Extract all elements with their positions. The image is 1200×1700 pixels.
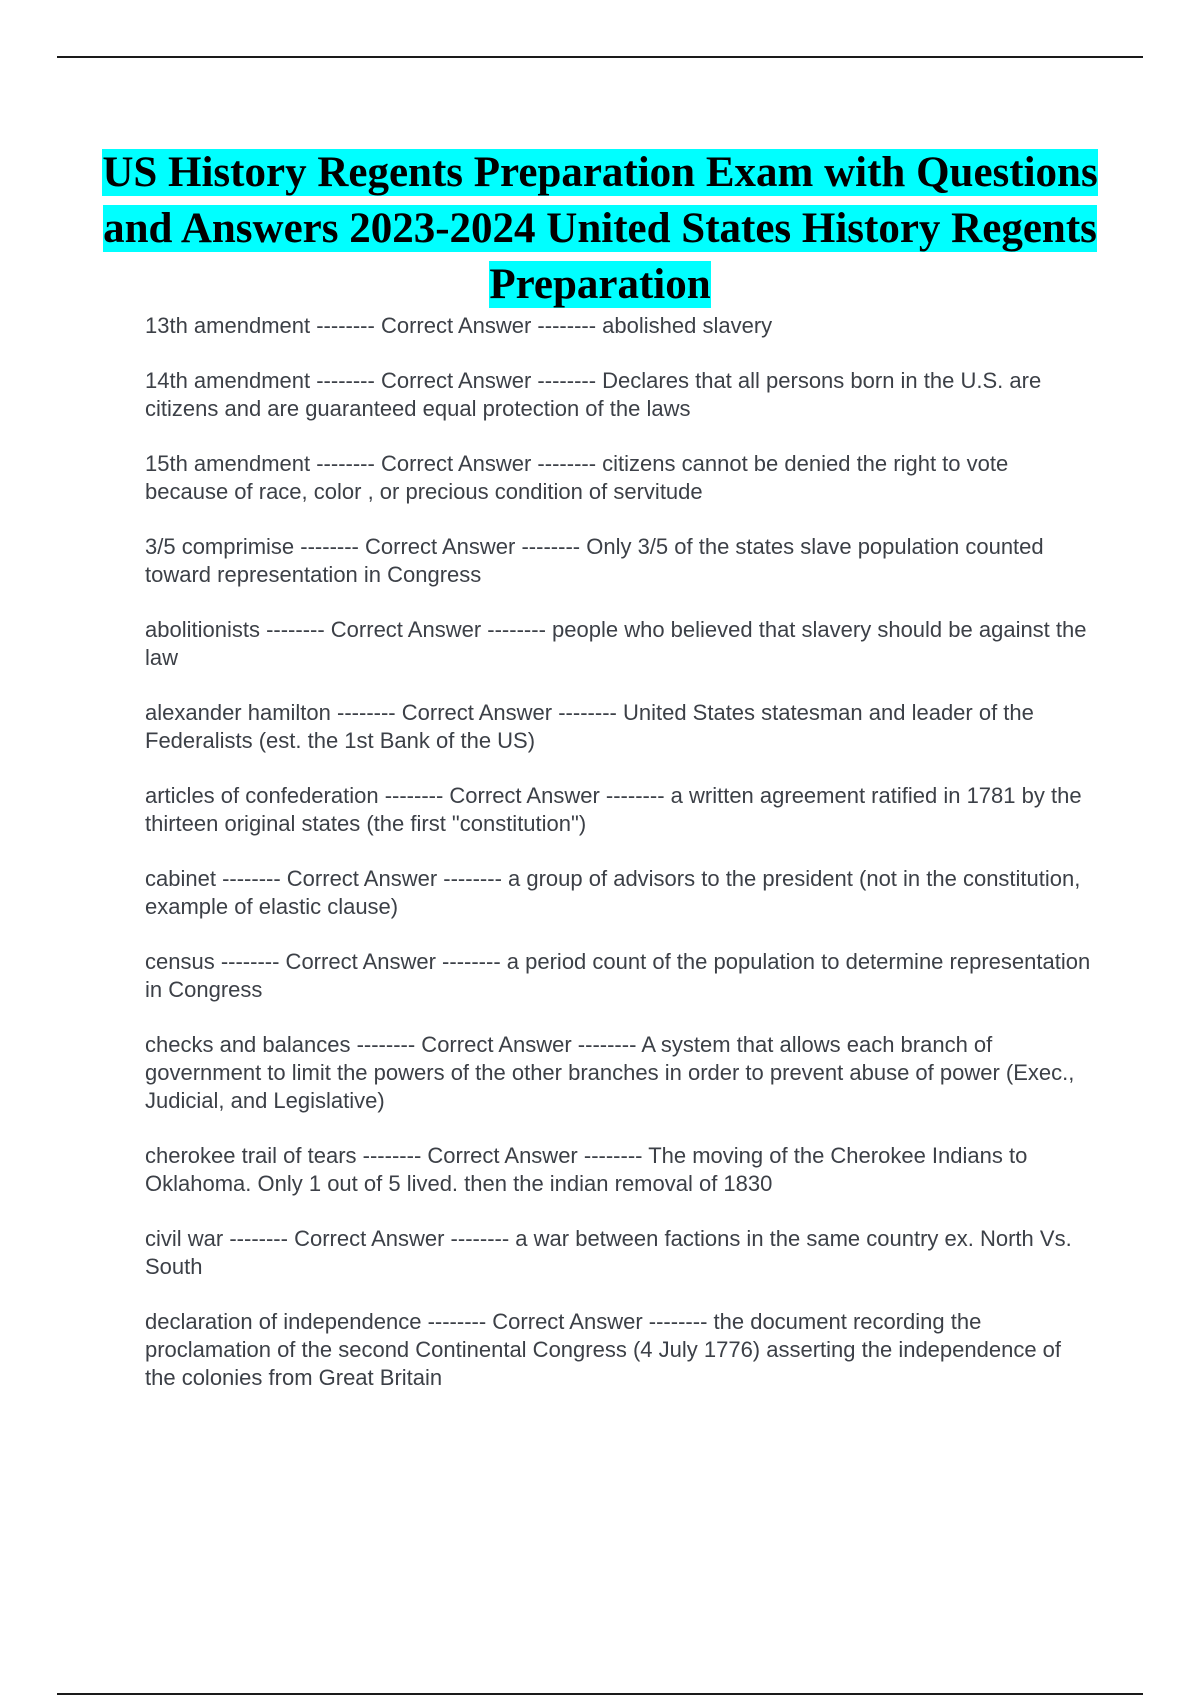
qa-item — [145, 616, 1095, 672]
answer: The moving of the Cherokee Indians to Oklahoma. Only 1 out of 5 lived. then the indian removal of 1830 — [145, 1143, 1028, 1196]
term: 13th amendment — [145, 313, 311, 338]
qa-item — [145, 533, 1095, 589]
title-text: US History Regents Preparation Exam with Questions and Answers 2023-2024 United States History Regents Preparation — [102, 149, 1098, 308]
qa-item — [145, 782, 1095, 838]
answer: the document recording the proclamation of the second Continental Congress (4 July 1776) asserting the independence of the colonies from Great Britain — [145, 1309, 1062, 1390]
term: cabinet — [145, 866, 216, 891]
answer: Declares that all persons born in the U.S. are citizens and are guaranteed equal protection of the laws — [145, 368, 1042, 421]
separator: -------- Correct Answer -------- — [310, 313, 603, 338]
qa-item — [145, 1142, 1095, 1198]
answer: abolished slavery — [602, 313, 773, 338]
answer: Only 3/5 of the states slave population counted toward representation in Congress — [145, 534, 1044, 587]
separator: -------- Correct Answer -------- — [223, 1226, 516, 1251]
separator: -------- Correct Answer -------- — [294, 534, 587, 559]
qa-list — [145, 312, 1095, 1419]
page-title — [100, 145, 1100, 313]
separator: -------- Correct Answer -------- — [330, 700, 623, 725]
term: alexander hamilton — [145, 700, 331, 725]
term: checks and balances — [145, 1032, 351, 1057]
qa-item — [145, 699, 1095, 755]
separator: -------- Correct Answer -------- — [214, 949, 507, 974]
qa-item — [145, 312, 1095, 340]
qa-item — [145, 450, 1095, 506]
separator: -------- Correct Answer -------- — [350, 1032, 642, 1057]
answer: United States statesman and leader of the Federalists (est. the 1st Bank of the US) — [145, 700, 1034, 753]
answer: a group of advisors to the president (not in the constitution, example of elastic clause) — [145, 866, 1081, 919]
top-rule — [57, 56, 1143, 58]
qa-item — [145, 1031, 1095, 1115]
qa-item — [145, 948, 1095, 1004]
separator: -------- Correct Answer -------- — [421, 1309, 714, 1334]
term: civil war — [145, 1226, 224, 1251]
answer: citizens cannot be denied the right to vote because of race, color , or precious condition of servitude — [145, 451, 1009, 504]
answer: a war between factions in the same country ex. North Vs. South — [145, 1226, 1072, 1279]
separator: -------- Correct Answer -------- — [259, 617, 553, 642]
term: census — [145, 949, 215, 974]
term: 3/5 comprimise — [145, 534, 295, 559]
answer: a written agreement ratified in 1781 by the thirteen original states (the first "constitution") — [145, 783, 1082, 836]
separator: -------- Correct Answer -------- — [378, 783, 671, 808]
term: cherokee trail of tears — [145, 1143, 357, 1168]
qa-item — [145, 1225, 1095, 1281]
term: articles of confederation — [145, 783, 379, 808]
term: 14th amendment — [145, 368, 311, 393]
answer: people who believed that slavery should be against the law — [145, 617, 1087, 670]
term: declaration of independence — [145, 1309, 422, 1334]
term: abolitionists — [145, 617, 260, 642]
separator: -------- Correct Answer -------- — [310, 368, 603, 393]
answer: a period count of the population to determine representation in Congress — [145, 949, 1091, 1002]
separator: -------- Correct Answer -------- — [356, 1143, 649, 1168]
qa-item — [145, 1308, 1095, 1392]
qa-item — [145, 865, 1095, 921]
answer: A system that allows each branch of government to limit the powers of the other branches in order to prevent abuse of power (Exec., Judicial, and Legislative) — [145, 1032, 1075, 1113]
qa-item — [145, 367, 1095, 423]
bottom-rule — [57, 1693, 1143, 1695]
separator: -------- Correct Answer -------- — [310, 451, 603, 476]
term: 15th amendment — [145, 451, 311, 476]
separator: -------- Correct Answer -------- — [215, 866, 509, 891]
